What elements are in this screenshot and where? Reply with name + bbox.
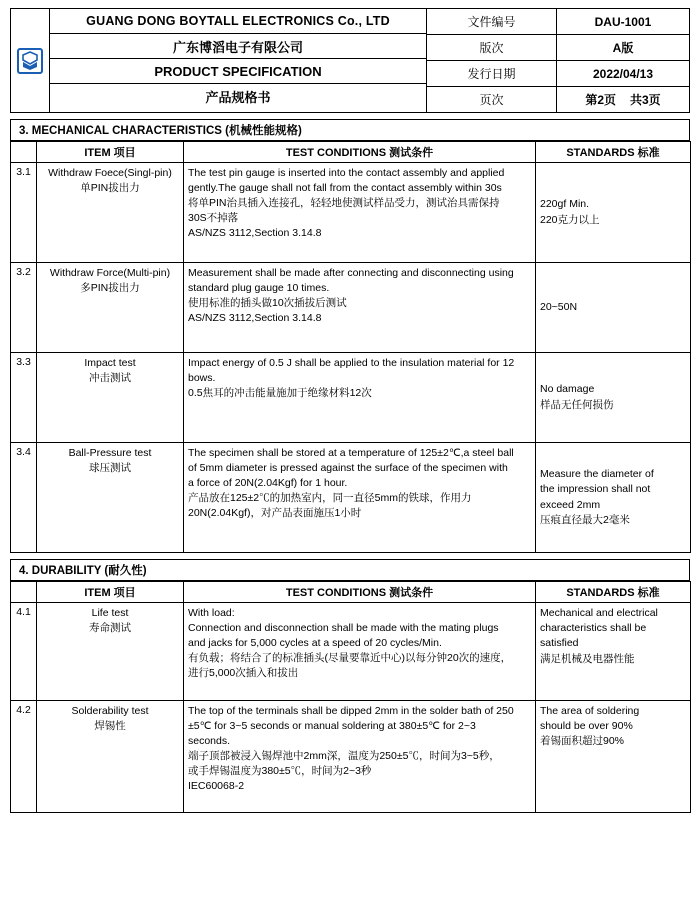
col-header-standards: STANDARDS 标准 xyxy=(536,142,691,163)
company-name-cn: 广东博滔电子有限公司 xyxy=(172,39,303,55)
meta-row-doc-number xyxy=(427,9,689,35)
row-item xyxy=(37,603,184,701)
boytall-logo-icon xyxy=(17,48,43,74)
item-label-cn: 多PIN拔出力 xyxy=(80,282,140,295)
meta-row-page xyxy=(427,87,689,112)
col-header-no xyxy=(11,582,37,603)
company-logo xyxy=(11,9,50,112)
item-label-en: Ball-Pressure test xyxy=(68,447,152,459)
table-row xyxy=(11,263,691,353)
table-durability xyxy=(10,581,691,813)
col-header-conditions: TEST CONDITIONS 测试条件 xyxy=(184,582,536,603)
condition-line: 20N(2.04Kgf)，对产品表面施压1小时 xyxy=(188,506,362,519)
condition-line: standard plug gauge 10 times. xyxy=(188,281,330,294)
page-current: 第2页 xyxy=(585,93,616,107)
company-name-en: GUANG DONG BOYTALL ELECTRONICS Co., LTD xyxy=(86,14,390,28)
doc-title-en: PRODUCT SPECIFICATION xyxy=(154,63,322,79)
row-item xyxy=(37,263,184,353)
standard-line: exceed 2mm xyxy=(540,498,601,511)
page-total: 共3页 xyxy=(630,93,661,107)
condition-line: With load: xyxy=(188,607,235,619)
table-row xyxy=(11,701,691,813)
table-header-row xyxy=(11,142,691,163)
meta-value-page xyxy=(557,87,689,112)
col-header-item: ITEM 项目 xyxy=(37,582,184,603)
row-conditions xyxy=(184,603,536,701)
document-header xyxy=(10,8,690,113)
table-mechanical-characteristics xyxy=(10,141,691,553)
condition-line: Measurement shall be made after connecting and disconnecting using xyxy=(188,267,514,279)
condition-line: ±5℃ for 3~5 seconds or manual soldering at 380±5℃ for 2~3 xyxy=(188,719,476,732)
row-item xyxy=(37,163,184,263)
company-name-cn-row xyxy=(50,34,426,59)
item-label-en: Impact test xyxy=(84,357,136,369)
condition-line: AS/NZS 3112,Section 3.14.8 xyxy=(188,311,322,324)
table-row xyxy=(11,443,691,553)
standard-line: No damage xyxy=(540,383,595,396)
standard-line: 20~50N xyxy=(540,300,578,313)
item-label-cn: 寿命测试 xyxy=(89,622,131,635)
table-row xyxy=(11,353,691,443)
item-label-cn: 单PIN拔出力 xyxy=(80,182,140,195)
condition-line: 端子顶部被浸入锡焊池中2mm深，温度为250±5℃，时间为3~5秒， xyxy=(188,749,500,762)
condition-line: 产品放在125±2℃的加热室内，同一直径5mm的铁球，作用力 xyxy=(188,491,472,504)
condition-line: seconds. xyxy=(188,734,231,747)
condition-line: Connection and disconnection shall be made with the mating plugs xyxy=(188,621,499,634)
condition-line: 有负载；将结合了的标准插头(尽量要靠近中心)以每分钟20次的速度， xyxy=(188,651,512,664)
condition-line: 或手焊锡温度为380±5℃，时间为2~3秒 xyxy=(188,764,372,777)
header-meta-block xyxy=(426,9,689,112)
condition-line: 进行5,000次插入和拔出 xyxy=(188,666,299,679)
table-row xyxy=(11,163,691,263)
row-number: 3.3 xyxy=(11,353,37,443)
standard-line: the impression shall not xyxy=(540,483,651,496)
condition-line: 0.5焦耳的冲击能量施加于绝缘材料12次 xyxy=(188,386,372,399)
table-row xyxy=(11,603,691,701)
condition-line: 30S不掉落 xyxy=(188,211,239,224)
condition-line: AS/NZS 3112,Section 3.14.8 xyxy=(188,226,322,239)
col-header-standards: STANDARDS 标准 xyxy=(536,582,691,603)
standard-line: should be over 90% xyxy=(540,720,633,733)
item-label-en: Life test xyxy=(91,607,129,619)
item-label-en: Withdraw Force(Multi-pin) xyxy=(49,267,171,279)
standard-line: 满足机械及电器性能 xyxy=(540,652,635,665)
meta-row-issue-date xyxy=(427,61,689,87)
row-standards xyxy=(536,603,691,701)
row-number: 4.2 xyxy=(11,701,37,813)
condition-line: a force of 20N(2.04Kgf) for 1 hour. xyxy=(188,476,348,489)
standard-line: Mechanical and electrical xyxy=(540,607,658,619)
condition-line: of 5mm diameter is pressed against the surface of the specimen with xyxy=(188,461,508,474)
meta-label-issue-date: 发行日期 xyxy=(427,61,557,86)
meta-value-issue-date: 2022/04/13 xyxy=(592,66,654,81)
condition-line: Impact energy of 0.5 J shall be applied to the insulation material for 12 xyxy=(188,357,515,369)
standard-line: Measure the diameter of xyxy=(540,468,654,481)
condition-line: The test pin gauge is inserted into the contact assembly and applied xyxy=(188,167,505,179)
row-conditions xyxy=(184,353,536,443)
condition-line: IEC60068-2 xyxy=(188,779,245,792)
meta-label-doc-number: 文件编号 xyxy=(427,9,557,34)
row-conditions xyxy=(184,263,536,353)
row-conditions xyxy=(184,443,536,553)
standard-line: 样品无任何损伤 xyxy=(540,398,614,411)
col-header-conditions: TEST CONDITIONS 测试条件 xyxy=(184,142,536,163)
table-header-row xyxy=(11,582,691,603)
standard-line: 220克力以上 xyxy=(540,213,600,226)
row-standards xyxy=(536,353,691,443)
row-item xyxy=(37,353,184,443)
item-label-cn: 冲击测试 xyxy=(89,372,131,385)
company-name-en-row xyxy=(50,9,426,34)
col-header-no xyxy=(11,142,37,163)
meta-value-doc-number: DAU-1001 xyxy=(594,14,652,29)
standard-line: 220gf Min. xyxy=(540,198,590,211)
section-heading-mechanical: 3. MECHANICAL CHARACTERISTICS (机械性能规格) xyxy=(10,119,690,141)
meta-label-page: 页次 xyxy=(427,87,557,112)
row-number: 3.4 xyxy=(11,443,37,553)
meta-value-revision: A版 xyxy=(612,41,634,55)
row-standards xyxy=(536,701,691,813)
standard-line: The area of soldering xyxy=(540,705,640,717)
row-number: 4.1 xyxy=(11,603,37,701)
condition-line: and jacks for 5,000 cycles at a speed of 20 cycles/Min. xyxy=(188,636,442,649)
item-label-en: Withdraw Foece(Singl-pin) xyxy=(48,167,172,179)
item-label-cn: 焊锡性 xyxy=(94,720,126,733)
item-label-cn: 球压测试 xyxy=(89,462,131,475)
section-heading-durability: 4. DURABILITY (耐久性) xyxy=(10,559,690,581)
row-standards xyxy=(536,263,691,353)
standard-line: satisfied xyxy=(540,637,579,650)
row-item xyxy=(37,443,184,553)
standard-line: characteristics shall be xyxy=(540,622,647,635)
row-item xyxy=(37,701,184,813)
col-header-item: ITEM 项目 xyxy=(37,142,184,163)
standard-line: 压痕直径最大2毫米 xyxy=(540,513,630,526)
condition-line: 将单PIN治具插入连接孔，轻轻地使测试样品受力，测试治具需保持 xyxy=(188,196,500,209)
header-title-block xyxy=(50,9,426,112)
row-standards xyxy=(536,443,691,553)
row-conditions xyxy=(184,701,536,813)
doc-title-en-row xyxy=(50,59,426,84)
meta-label-revision: 版次 xyxy=(427,35,557,60)
standard-line: 着锡面积超过90% xyxy=(540,735,625,748)
condition-line: The specimen shall be stored at a temperature of 125±2℃,a steel ball xyxy=(188,447,514,459)
doc-title-cn-row xyxy=(50,84,426,109)
row-conditions xyxy=(184,163,536,263)
condition-line: bows. xyxy=(188,371,216,384)
row-number: 3.1 xyxy=(11,163,37,263)
condition-line: 使用标准的插头做10次插拔后测试 xyxy=(188,296,347,309)
doc-title-cn: 产品规格书 xyxy=(205,90,271,105)
condition-line: The top of the terminals shall be dipped 2mm in the solder bath of 250 xyxy=(188,705,514,717)
row-number: 3.2 xyxy=(11,263,37,353)
condition-line: gently.The gauge shall not fall from the contact assembly within 30s xyxy=(188,181,502,194)
row-standards xyxy=(536,163,691,263)
meta-row-revision xyxy=(427,35,689,61)
item-label-en: Solderability test xyxy=(71,705,149,717)
